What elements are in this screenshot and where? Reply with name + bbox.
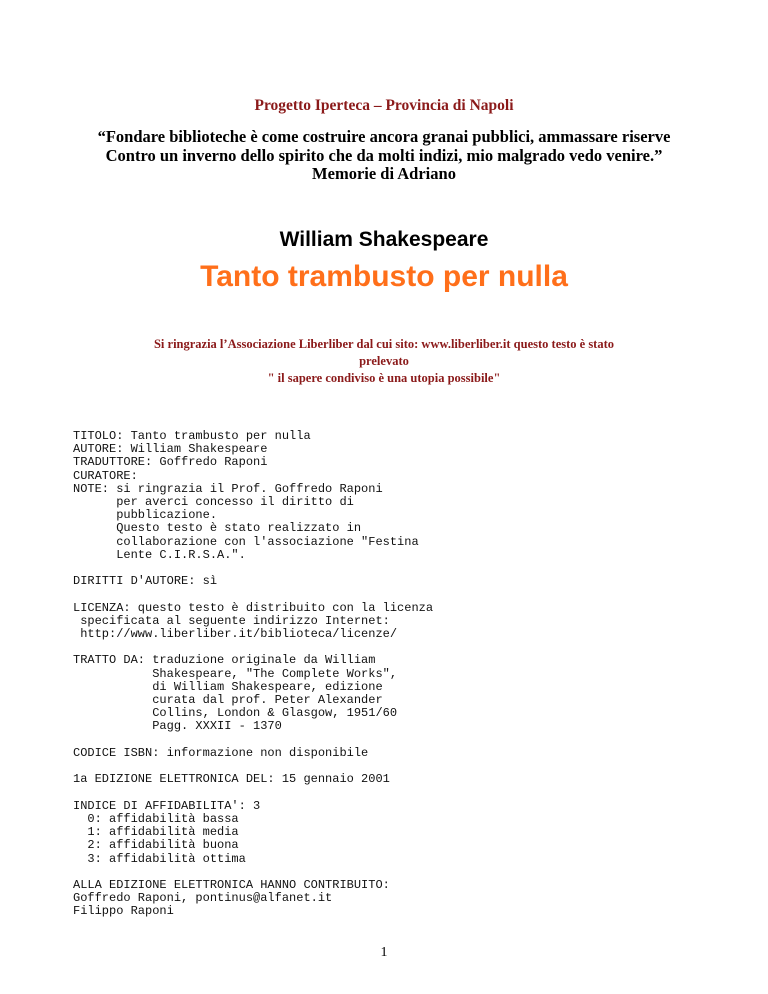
epigraph-quote xyxy=(0,128,768,184)
project-heading: Progetto Iperteca – Provincia di Napoli xyxy=(254,97,514,114)
acknowledgement xyxy=(0,336,768,387)
thanks-line-3: " il sapere condiviso è una utopia possibile" xyxy=(267,371,501,385)
book-title: Tanto trambusto per nulla xyxy=(200,260,568,293)
thanks-line-1: Si ringrazia l’Associazione Liberliber dal cui sito: www.liberliber.it questo testo è stato xyxy=(153,337,615,351)
quote-source: Memorie di Adriano xyxy=(312,164,456,183)
quote-line-1: “Fondare biblioteche è come costruire ancora granai pubblici, ammassare riserve xyxy=(97,127,671,146)
thanks-line-2: prelevato xyxy=(359,354,409,368)
book-metadata-block: TITOLO: Tanto trambusto per nulla AUTORE: William Shakespeare TRADUTTORE: Goffredo Raponi CURATORE: NOTE: si ringrazia il Prof. Goffredo Raponi per averci concesso il diritto di pubblicazione. Questo testo è stato realizzato in collaborazione con l'associazione "Festina Lente C.I.R.S.A.". DIRITTI D'AUTORE: sì LICENZA: questo testo è distribuito con la licenza specificata al seguente indirizzo Internet: http://www.liberliber.it/biblioteca/licenze/ TRATTO DA: traduzione originale da William Shakespeare, "The Complete Works", di William Shakespeare, edizione curata dal prof. Peter Alexander Collins, London & Glasgow, 1951/60 Pagg. XXXII - 1370 CODICE ISBN: informazione non disponibile 1a EDIZIONE ELETTRONICA DEL: 15 gennaio 2001 INDICE DI AFFIDABILITA': 3 0: affidabilità bassa 1: affidabilità media 2: affidabilità buona 3: affidabilità ottima ALLA EDIZIONE ELETTRONICA HANNO CONTRIBUITO: Goffredo Raponi, pontinus@alfanet.it Filippo Raponi xyxy=(73,429,434,919)
author-name: William Shakespeare xyxy=(279,228,489,251)
page-number: 1 xyxy=(380,945,388,960)
quote-line-2: Contro un inverno dello spirito che da molti indizi, mio malgrado vedo venire.” xyxy=(105,145,663,165)
